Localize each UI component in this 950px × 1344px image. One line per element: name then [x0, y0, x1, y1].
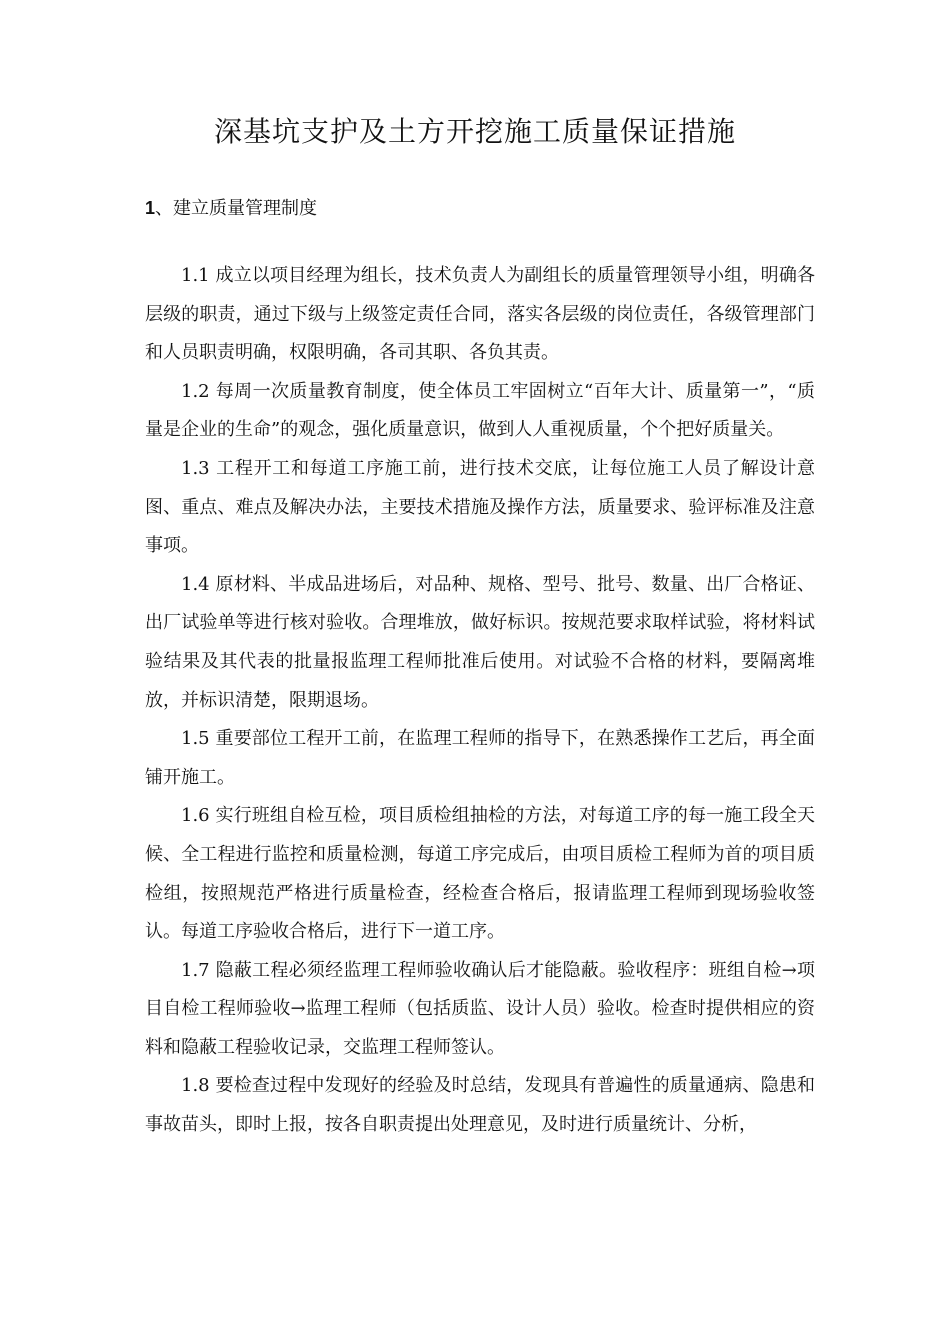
- paragraph-1-1: 1.1 成立以项目经理为组长，技术负责人为副组长的质量管理领导小组，明确各层级的职责，通过下级与上级签定责任合同，落实各层级的岗位责任，各级管理部门和人员职责明确，权限明确，各司其职、各负其责。: [145, 265, 815, 364]
- body-text: [145, 257, 815, 1145]
- section-heading: [145, 194, 317, 223]
- document-title: 深基坑支护及土方开挖施工质量保证措施: [213, 115, 736, 148]
- paragraph-1-4: 1.4 原材料、半成品进场后，对品种、规格、型号、批号、数量、出厂合格证、出厂试验单等进行核对验收。合理堆放，做好标识。按规范要求取样试验，将材料试验结果及其代表的批量报监理工程师批准后使用。对试验不合格的材料，要隔离堆放，并标识清楚，限期退场。: [145, 573, 815, 711]
- paragraph-1-2: 1.2 每周一次质量教育制度，使全体员工牢固树立“百年大计、质量第一”，“质量是企业的生命”的观念，强化质量意识，做到人人重视质量，个个把好质量关。: [145, 380, 815, 441]
- paragraph-1-5: 1.5 重要部位工程开工前，在监理工程师的指导下，在熟悉操作工艺后，再全面铺开施工。: [145, 728, 815, 788]
- paragraph-1-6: 1.6 实行班组自检互检，项目质检组抽检的方法，对每道工序的每一施工段全天候、全工程进行监控和质量检测，每道工序完成后，由项目质检工程师为首的项目质检组，按照规范严格进行质量检查，经检查合格后，报请监理工程师到现场验收签认。每道工序验收合格后，进行下一道工序。: [145, 805, 815, 943]
- paragraph-1-3: 1.3 工程开工和每道工序施工前，进行技术交底，让每位施工人员了解设计意图、重点、难点及解决办法，主要技术措施及操作方法，质量要求、验评标准及注意事项。: [145, 457, 815, 557]
- paragraph-1-7: 1.7 隐蔽工程必须经监理工程师验收确认后才能隐蔽。验收程序：班组自检→项目自检工程师验收→监理工程师（包括质监、设计人员）验收。检查时提供相应的资料和隐蔽工程验收记录，交监理工程师签认。: [145, 959, 815, 1058]
- section-number: 1: [145, 198, 156, 218]
- paragraph-1-8: 1.8 要检查过程中发现好的经验及时总结，发现具有普遍性的质量通病、隐患和事故苗头，即时上报，按各自职责提出处理意见，及时进行质量统计、分析，: [145, 1075, 815, 1136]
- section-title: 、建立质量管理制度: [155, 198, 318, 219]
